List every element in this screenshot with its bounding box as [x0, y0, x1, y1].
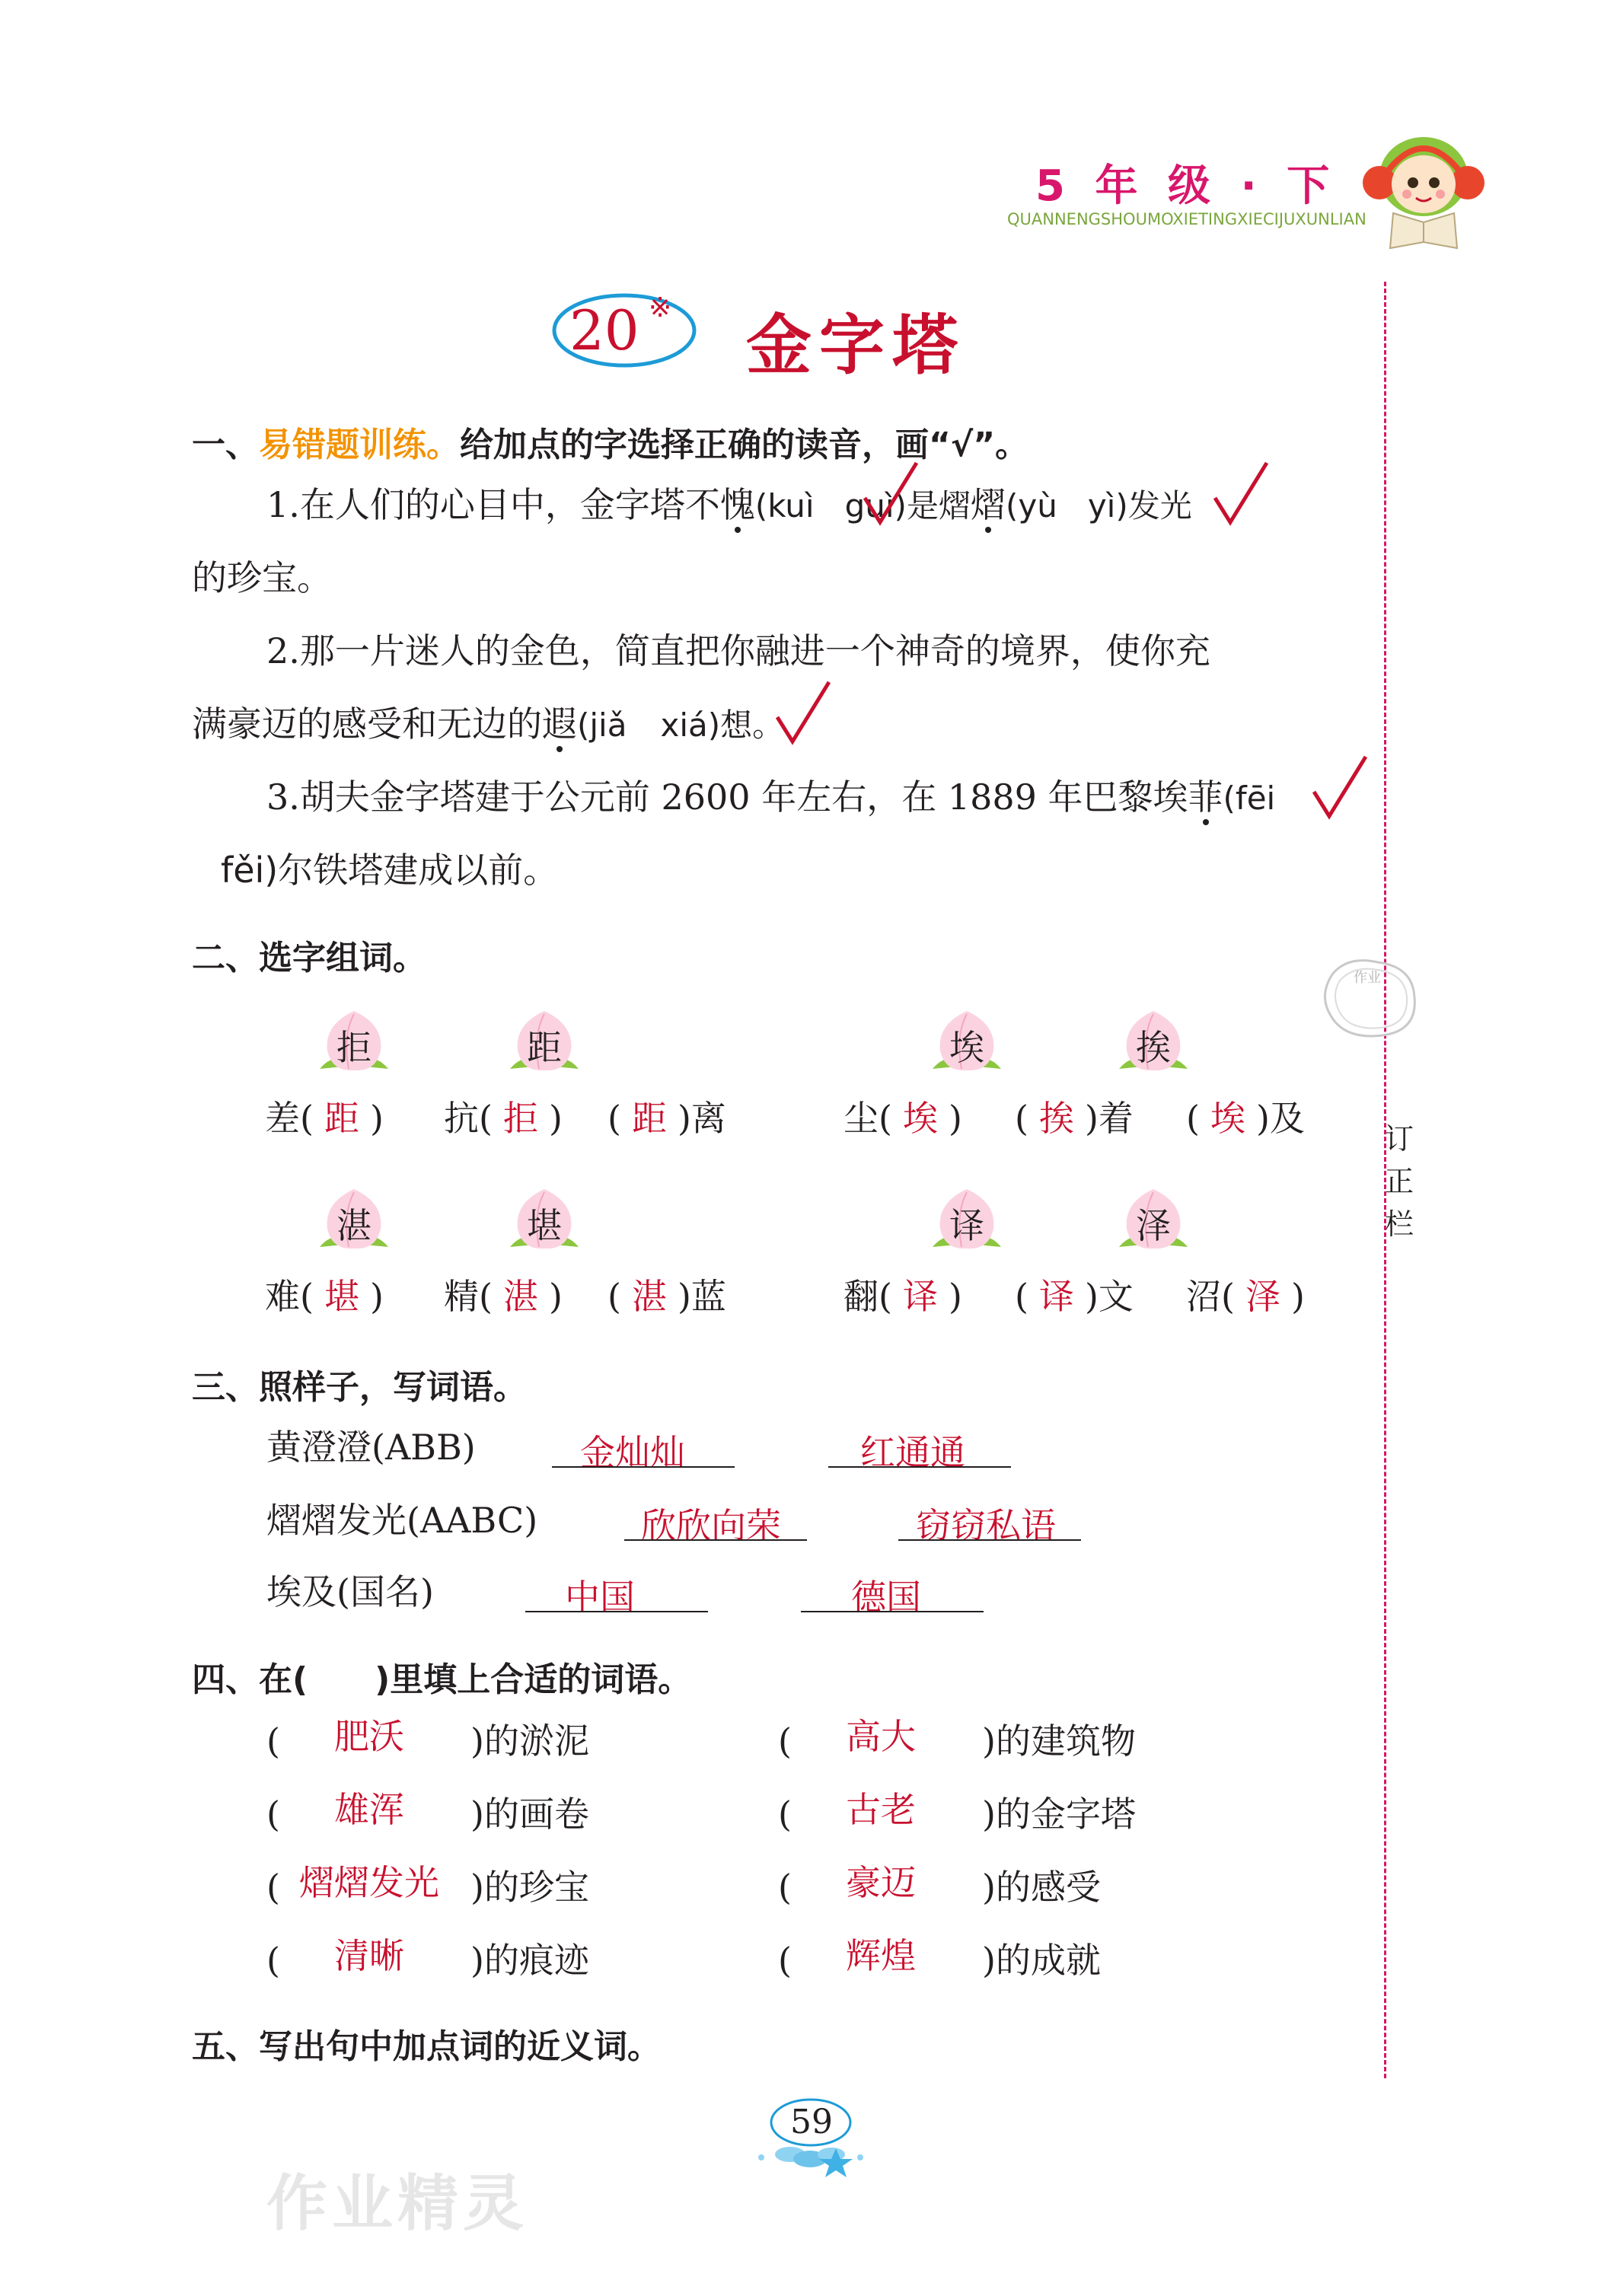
lesson-title: 金字塔 [746, 308, 965, 384]
q1-dotted-char-2: 熠 [970, 484, 1006, 525]
peach-icon [1111, 1005, 1195, 1081]
s4-tail: )的感受 [982, 1867, 1101, 1908]
q2-option-jia: (jiǎ [577, 706, 627, 744]
s3-answer: 窃窃私语 [916, 1505, 1056, 1546]
peach-icon [925, 1005, 1009, 1081]
peach-icon [1111, 1183, 1195, 1259]
peach-icon [312, 1005, 396, 1081]
peach-character: 湛 [336, 1205, 372, 1246]
s4-answer: 高大 [846, 1716, 916, 1757]
q2-dotted-char: 遐 [542, 703, 577, 745]
watermark: 作业精灵 [266, 2167, 528, 2239]
s3-answer: 德国 [851, 1577, 921, 1618]
s4-row [778, 1789, 1189, 1842]
q3-dotted-char: 菲 [1188, 776, 1223, 818]
s4-answer: 清晰 [334, 1935, 404, 1976]
s4-tail: )的成就 [982, 1940, 1101, 1981]
s4-answer: 辉煌 [846, 1935, 916, 1976]
s3-label: 熠熠发光(AABC) [266, 1500, 538, 1541]
answer-underline [801, 1611, 984, 1612]
q1-text-c: guì)是熠 [844, 487, 971, 525]
s4-tail: )的建筑物 [982, 1720, 1136, 1762]
s3-label: 黄澄澄(ABB) [266, 1427, 476, 1468]
check-mark-icon [1309, 754, 1370, 825]
s4-tail: )的画卷 [470, 1794, 589, 1835]
s4-open-paren: ( [778, 1794, 792, 1835]
peach-icon [312, 1183, 396, 1259]
s4-tail: )的淤泥 [470, 1720, 589, 1762]
section2-heading: 二、选字组词。 [192, 939, 426, 977]
q1-option-kui: (kuì [754, 487, 815, 525]
label-char: 栏 [1384, 1207, 1414, 1241]
q3-line2: fěi)尔铁塔建成以前。 [221, 850, 559, 891]
s4-open-paren: ( [266, 1940, 280, 1981]
s4-row [266, 1789, 678, 1842]
label-char: 正 [1384, 1165, 1414, 1198]
peach-icon [502, 1183, 586, 1259]
peach-character: 堪 [527, 1205, 562, 1246]
q2-text-a: 满豪迈的感受和无边的 [192, 703, 542, 745]
section2-row1 [265, 1098, 1346, 1146]
section1-heading-highlight: 易错题训练。 [259, 426, 460, 464]
peach-character: 距 [527, 1027, 562, 1068]
peach-character: 泽 [1136, 1205, 1171, 1246]
homework-stamp-icon [1317, 952, 1421, 1046]
check-mark-icon [1210, 460, 1271, 531]
s3-answer: 欣欣向荣 [641, 1505, 781, 1546]
s2-item: ( 埃 )及 [1186, 1098, 1305, 1139]
s4-row [266, 1716, 678, 1769]
s2-item: ( 译 )文 [1015, 1276, 1134, 1317]
s4-answer: 古老 [846, 1789, 916, 1830]
section1-heading-rest: 给加点的字选择正确的读音，画“√”。 [460, 426, 1029, 464]
q3-text-a: 3.胡夫金字塔建于公元前 2600 年左右，在 1889 年巴黎埃 [266, 776, 1188, 818]
page-number-badge [746, 2089, 875, 2180]
section4-heading: 四、在( )里填上合适的词语。 [192, 1660, 692, 1699]
s4-row [266, 1935, 678, 1988]
s4-open-paren: ( [266, 1794, 280, 1835]
answer-underline [624, 1539, 807, 1541]
s4-row [778, 1862, 1189, 1915]
q1-dotted-char-1: 愧 [719, 484, 755, 525]
s4-row [778, 1716, 1189, 1769]
q2-line2 [192, 703, 785, 745]
s4-tail: )的金字塔 [982, 1794, 1136, 1835]
s4-answer: 雄浑 [334, 1789, 404, 1830]
section2-row2 [265, 1276, 1346, 1325]
s3-answer: 中国 [565, 1577, 635, 1618]
s4-open-paren: ( [778, 1867, 792, 1908]
answer-underline [552, 1466, 735, 1468]
s4-tail: )的痕迹 [470, 1940, 589, 1981]
q1-option-yu: (yù [1005, 487, 1057, 525]
q1-line1 [266, 484, 1192, 525]
lesson-mark: ※ [649, 292, 672, 324]
s2-item: ( 湛 )蓝 [608, 1276, 726, 1317]
answer-underline [525, 1611, 708, 1612]
s3-answer: 金灿灿 [580, 1432, 685, 1473]
s2-item: 难( 堪 ) [265, 1276, 384, 1317]
s4-answer: 熠熠发光 [299, 1862, 439, 1903]
peach-icon [502, 1005, 586, 1081]
label-char: 订 [1384, 1122, 1414, 1156]
q3-line1 [266, 776, 1276, 818]
q1-text-a: 1.在人们的心目中，金字塔不 [266, 484, 720, 525]
peach-character: 埃 [949, 1027, 984, 1068]
s2-item: 沼( 泽 ) [1186, 1276, 1305, 1317]
s4-row [266, 1862, 678, 1915]
s2-item: ( 距 )离 [608, 1098, 726, 1139]
s4-open-paren: ( [266, 1720, 280, 1762]
lesson-number-badge [548, 291, 700, 370]
peach-icon [925, 1183, 1009, 1259]
answer-underline [898, 1539, 1081, 1541]
peach-character: 挨 [1136, 1027, 1171, 1068]
check-mark-icon [773, 679, 834, 751]
peach-character: 拒 [336, 1027, 372, 1068]
mascot-reading-icon [1363, 122, 1484, 251]
s4-answer: 肥沃 [334, 1716, 404, 1757]
check-mark-icon [860, 460, 921, 531]
correction-column-label [1378, 1118, 1421, 1245]
stamp-text: 作业 [1354, 970, 1381, 986]
section5-heading: 五、写出句中加点词的近义词。 [192, 2027, 661, 2066]
q2-text-c: xiá)想。 [660, 706, 785, 744]
q1-line2: 的珍宝。 [192, 557, 332, 598]
s4-answer: 豪迈 [846, 1862, 916, 1903]
s2-item: ( 挨 )着 [1015, 1098, 1134, 1139]
q3-option-fei1: (fēi [1223, 780, 1276, 817]
s3-answer: 红通通 [860, 1432, 965, 1473]
s4-row [778, 1935, 1189, 1988]
section3-heading: 三、照样子，写词语。 [192, 1368, 527, 1407]
s2-item: 抗( 拒 ) [444, 1098, 563, 1139]
s4-tail: )的珍宝 [470, 1867, 589, 1908]
s2-item: 翻( 译 ) [843, 1276, 962, 1317]
s2-item: 精( 湛 ) [444, 1276, 563, 1317]
peach-character: 译 [949, 1205, 984, 1246]
page-number: 59 [790, 2103, 833, 2141]
s2-item: 尘( 埃 ) [843, 1098, 962, 1139]
s4-open-paren: ( [266, 1867, 280, 1908]
s4-open-paren: ( [778, 1940, 792, 1981]
section1-heading-prefix: 一、 [192, 426, 259, 464]
q1-text-e: yì)发光 [1087, 487, 1192, 525]
section1-heading [192, 417, 1028, 466]
lesson-number: 20 [569, 298, 639, 362]
pinyin-strip: QUANNENGSHOUMOXIETINGXIECIJUXUNLIAN [1007, 210, 1366, 228]
s3-label: 埃及(国名) [266, 1571, 434, 1612]
s4-open-paren: ( [778, 1720, 792, 1762]
grade-label: 5 年 级 · 下 [1035, 161, 1338, 211]
q2-line1: 2.那一片迷人的金色，简直把你融进一个神奇的境界，使你充 [266, 630, 1210, 671]
answer-underline [828, 1466, 1011, 1468]
s2-item: 差( 距 ) [265, 1098, 384, 1139]
